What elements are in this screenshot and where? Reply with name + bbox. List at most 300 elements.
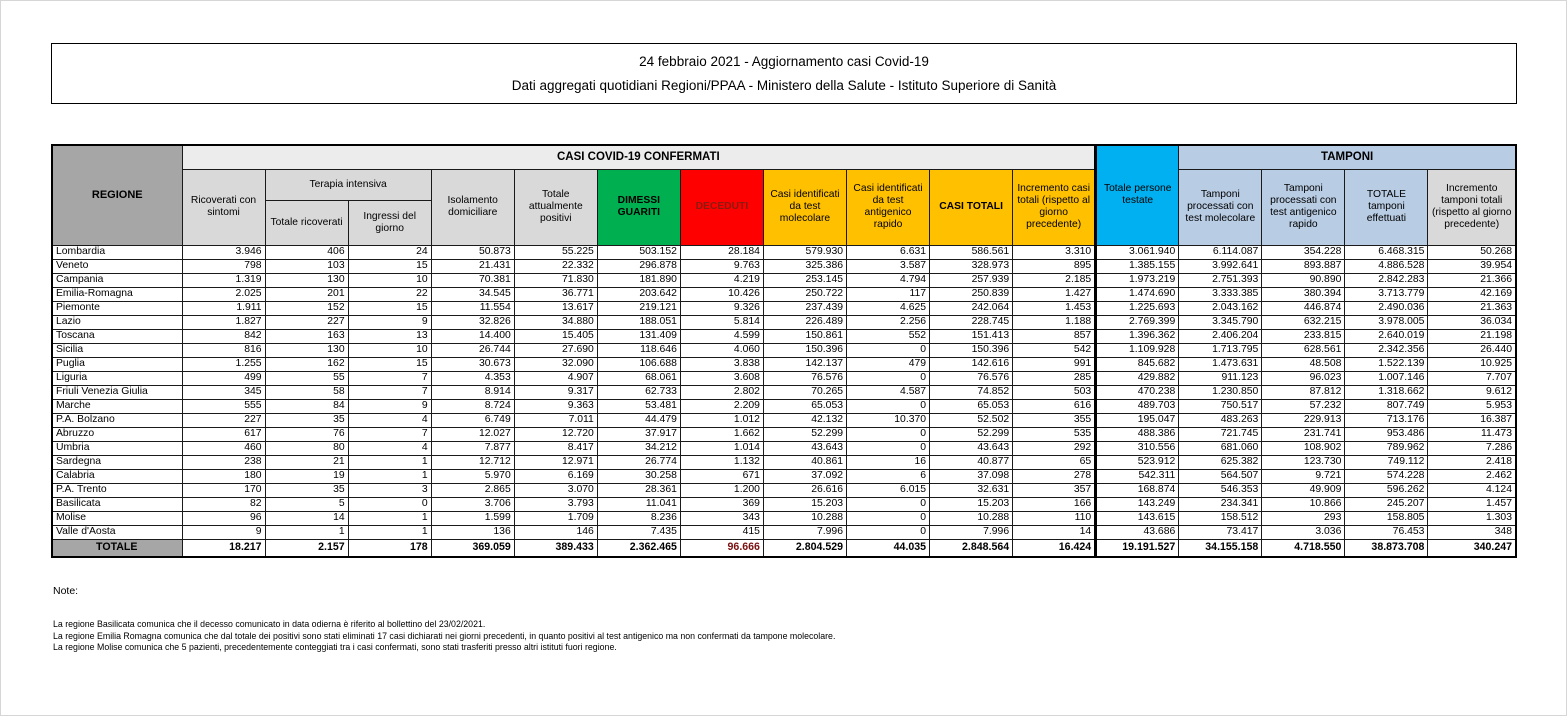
value-cell: 11.473 <box>1428 427 1516 441</box>
total-value-cell: 2.804.529 <box>763 539 846 557</box>
region-name: Sicilia <box>52 343 182 357</box>
total-value-cell: 2.362.465 <box>597 539 680 557</box>
value-cell: 1.453 <box>1013 301 1096 315</box>
value-cell: 9.317 <box>514 385 597 399</box>
value-cell: 150.396 <box>763 343 846 357</box>
value-cell: 1.713.795 <box>1179 343 1262 357</box>
value-cell: 488.386 <box>1096 427 1179 441</box>
value-cell: 10.288 <box>763 511 846 525</box>
value-cell: 12.971 <box>514 455 597 469</box>
value-cell: 0 <box>847 343 930 357</box>
value-cell: 74.852 <box>930 385 1013 399</box>
value-cell: 131.409 <box>597 329 680 343</box>
value-cell: 991 <box>1013 357 1096 371</box>
table-row <box>52 497 1516 511</box>
value-cell: 32.631 <box>930 483 1013 497</box>
value-cell: 1.225.693 <box>1096 301 1179 315</box>
value-cell: 721.745 <box>1179 427 1262 441</box>
value-cell: 9.326 <box>680 301 763 315</box>
total-value-cell: 19.191.527 <box>1096 539 1179 557</box>
total-value-cell: 4.718.550 <box>1262 539 1345 557</box>
title-line-1: 24 febbraio 2021 - Aggiornamento casi Covid-19 <box>639 53 929 69</box>
value-cell: 250.722 <box>763 287 846 301</box>
value-cell: 238 <box>182 455 265 469</box>
value-cell: 35 <box>265 483 348 497</box>
value-cell: 579.930 <box>763 245 846 259</box>
value-cell: 226.489 <box>763 315 846 329</box>
value-cell: 228.745 <box>930 315 1013 329</box>
value-cell: 42.169 <box>1428 287 1516 301</box>
value-cell: 8.236 <box>597 511 680 525</box>
value-cell: 953.486 <box>1345 427 1428 441</box>
value-cell: 123.730 <box>1262 455 1345 469</box>
value-cell: 1.255 <box>182 357 265 371</box>
value-cell: 34.545 <box>431 287 514 301</box>
value-cell: 842 <box>182 329 265 343</box>
value-cell: 26.440 <box>1428 343 1516 357</box>
value-cell: 1.457 <box>1428 497 1516 511</box>
value-cell: 632.215 <box>1262 315 1345 329</box>
value-cell: 4 <box>348 413 431 427</box>
value-cell: 1 <box>348 525 431 539</box>
value-cell: 3.070 <box>514 483 597 497</box>
total-row <box>52 539 1516 557</box>
value-cell: 845.682 <box>1096 357 1179 371</box>
region-name: Abruzzo <box>52 427 182 441</box>
value-cell: 21 <box>265 455 348 469</box>
value-cell: 328.973 <box>930 259 1013 273</box>
value-cell: 586.561 <box>930 245 1013 259</box>
total-value-cell: 34.155.158 <box>1179 539 1262 557</box>
value-cell: 1.385.155 <box>1096 259 1179 273</box>
value-cell: 15 <box>348 259 431 273</box>
value-cell: 166 <box>1013 497 1096 511</box>
header-totale-attualmente-positivi: Totale attualmente positivi <box>514 169 597 245</box>
region-name: P.A. Bolzano <box>52 413 182 427</box>
value-cell: 5.953 <box>1428 399 1516 413</box>
value-cell: 6.114.087 <box>1179 245 1262 259</box>
value-cell: 3.992.641 <box>1179 259 1262 273</box>
value-cell: 911.123 <box>1179 371 1262 385</box>
value-cell: 34.212 <box>597 441 680 455</box>
value-cell: 143.615 <box>1096 511 1179 525</box>
value-cell: 62.733 <box>597 385 680 399</box>
value-cell: 14 <box>265 511 348 525</box>
value-cell: 2.802 <box>680 385 763 399</box>
value-cell: 52.299 <box>930 427 1013 441</box>
value-cell: 4.124 <box>1428 483 1516 497</box>
value-cell: 7.011 <box>514 413 597 427</box>
value-cell: 55 <box>265 371 348 385</box>
value-cell: 73.417 <box>1179 525 1262 539</box>
value-cell: 22.332 <box>514 259 597 273</box>
note-line: La regione Basilicata comunica che il decesso comunicato in data odierna è riferito al bollettino del 23/02/2021. <box>53 619 486 629</box>
note-line: La regione Molise comunica che 5 pazienti, precedentemente conteggiati tra i casi confermati, sono stati trasferiti presso altri istituti fuori regione. <box>53 642 617 652</box>
value-cell: 15.203 <box>763 497 846 511</box>
value-cell: 58 <box>265 385 348 399</box>
value-cell: 142.616 <box>930 357 1013 371</box>
value-cell: 789.962 <box>1345 441 1428 455</box>
value-cell: 1.012 <box>680 413 763 427</box>
value-cell: 11.554 <box>431 301 514 315</box>
notes-heading: Note: <box>53 585 79 597</box>
table-row <box>52 385 1516 399</box>
title-line-2: Dati aggregati quotidiani Regioni/PPAA - Ministero della Salute - Istituto Superiore di Sanità <box>511 78 1057 94</box>
band-casi-confermati: CASI COVID-19 CONFERMATI <box>182 145 1096 169</box>
value-cell: 3.061.940 <box>1096 245 1179 259</box>
value-cell: 0 <box>847 525 930 539</box>
value-cell: 28.184 <box>680 245 763 259</box>
value-cell: 9.363 <box>514 399 597 413</box>
header-casi-test-molecolare: Casi identificati da test molecolare <box>763 169 846 245</box>
value-cell: 70.381 <box>431 273 514 287</box>
value-cell: 118.646 <box>597 343 680 357</box>
value-cell: 4 <box>348 441 431 455</box>
header-ingressi-del-giorno: Ingressi del giorno <box>348 200 431 245</box>
value-cell: 1.973.219 <box>1096 273 1179 287</box>
value-cell: 552 <box>847 329 930 343</box>
value-cell: 15.203 <box>930 497 1013 511</box>
value-cell: 1.827 <box>182 315 265 329</box>
value-cell: 34.880 <box>514 315 597 329</box>
header-deceduti: DECEDUTI <box>680 169 763 245</box>
value-cell: 369 <box>680 497 763 511</box>
value-cell: 15 <box>348 357 431 371</box>
table-row <box>52 413 1516 427</box>
value-cell: 671 <box>680 469 763 483</box>
value-cell: 0 <box>847 427 930 441</box>
value-cell: 617 <box>182 427 265 441</box>
region-name: Lazio <box>52 315 182 329</box>
value-cell: 489.703 <box>1096 399 1179 413</box>
region-name: Emilia-Romagna <box>52 287 182 301</box>
value-cell: 3.345.790 <box>1179 315 1262 329</box>
value-cell: 292 <box>1013 441 1096 455</box>
header-dimessi-guariti: DIMESSI GUARITI <box>597 169 680 245</box>
value-cell: 523.912 <box>1096 455 1179 469</box>
region-name: Puglia <box>52 357 182 371</box>
total-value-cell: 369.059 <box>431 539 514 557</box>
value-cell: 0 <box>348 497 431 511</box>
table-row <box>52 287 1516 301</box>
value-cell: 1.319 <box>182 273 265 287</box>
value-cell: 1.318.662 <box>1345 385 1428 399</box>
value-cell: 1 <box>348 511 431 525</box>
region-name: Calabria <box>52 469 182 483</box>
value-cell: 80 <box>265 441 348 455</box>
value-cell: 1.014 <box>680 441 763 455</box>
value-cell: 6.468.315 <box>1345 245 1428 259</box>
value-cell: 542 <box>1013 343 1096 357</box>
value-cell: 7.996 <box>930 525 1013 539</box>
value-cell: 231.741 <box>1262 427 1345 441</box>
value-cell: 4.599 <box>680 329 763 343</box>
value-cell: 253.145 <box>763 273 846 287</box>
value-cell: 2.462 <box>1428 469 1516 483</box>
value-cell: 503 <box>1013 385 1096 399</box>
value-cell: 296.878 <box>597 259 680 273</box>
value-cell: 96 <box>182 511 265 525</box>
value-cell: 32.826 <box>431 315 514 329</box>
value-cell: 278 <box>1013 469 1096 483</box>
table-row <box>52 259 1516 273</box>
value-cell: 76.576 <box>930 371 1013 385</box>
value-cell: 234.341 <box>1179 497 1262 511</box>
value-cell: 152 <box>265 301 348 315</box>
value-cell: 1 <box>265 525 348 539</box>
value-cell: 345 <box>182 385 265 399</box>
value-cell: 4.060 <box>680 343 763 357</box>
value-cell: 103 <box>265 259 348 273</box>
table-row <box>52 357 1516 371</box>
value-cell: 8.724 <box>431 399 514 413</box>
header-regione: REGIONE <box>52 145 182 245</box>
value-cell: 1.396.362 <box>1096 329 1179 343</box>
value-cell: 65 <box>1013 455 1096 469</box>
value-cell: 30.258 <box>597 469 680 483</box>
value-cell: 681.060 <box>1179 441 1262 455</box>
value-cell: 76.453 <box>1345 525 1428 539</box>
value-cell: 150.396 <box>930 343 1013 357</box>
value-cell: 76.576 <box>763 371 846 385</box>
value-cell: 1 <box>348 455 431 469</box>
value-cell: 8.914 <box>431 385 514 399</box>
value-cell: 48.508 <box>1262 357 1345 371</box>
total-value-cell: 16.424 <box>1013 539 1096 557</box>
header-ricoverati-con-sintomi: Ricoverati con sintomi <box>182 169 265 245</box>
value-cell: 24 <box>348 245 431 259</box>
value-cell: 90.890 <box>1262 273 1345 287</box>
value-cell: 55.225 <box>514 245 597 259</box>
value-cell: 15.405 <box>514 329 597 343</box>
value-cell: 203.642 <box>597 287 680 301</box>
value-cell: 2.769.399 <box>1096 315 1179 329</box>
value-cell: 136 <box>431 525 514 539</box>
value-cell: 27.690 <box>514 343 597 357</box>
value-cell: 2.640.019 <box>1345 329 1428 343</box>
value-cell: 483.263 <box>1179 413 1262 427</box>
table-row <box>52 329 1516 343</box>
value-cell: 130 <box>265 273 348 287</box>
value-cell: 37.098 <box>930 469 1013 483</box>
value-cell: 429.882 <box>1096 371 1179 385</box>
region-name: Lombardia <box>52 245 182 259</box>
value-cell: 30.673 <box>431 357 514 371</box>
value-cell: 3.838 <box>680 357 763 371</box>
value-cell: 201 <box>265 287 348 301</box>
value-cell: 108.902 <box>1262 441 1345 455</box>
region-name: Liguria <box>52 371 182 385</box>
value-cell: 564.507 <box>1179 469 1262 483</box>
value-cell: 5.814 <box>680 315 763 329</box>
value-cell: 3.946 <box>182 245 265 259</box>
value-cell: 574.228 <box>1345 469 1428 483</box>
value-cell: 146 <box>514 525 597 539</box>
total-value-cell: 340.247 <box>1428 539 1516 557</box>
value-cell: 1.427 <box>1013 287 1096 301</box>
value-cell: 21.198 <box>1428 329 1516 343</box>
value-cell: 2.043.162 <box>1179 301 1262 315</box>
value-cell: 479 <box>847 357 930 371</box>
value-cell: 15 <box>348 301 431 315</box>
value-cell: 14 <box>1013 525 1096 539</box>
value-cell: 49.909 <box>1262 483 1345 497</box>
table-row <box>52 525 1516 539</box>
value-cell: 310.556 <box>1096 441 1179 455</box>
value-cell: 895 <box>1013 259 1096 273</box>
value-cell: 32.090 <box>514 357 597 371</box>
value-cell: 9.612 <box>1428 385 1516 399</box>
total-value-cell: 44.035 <box>847 539 930 557</box>
title-box <box>51 43 1517 104</box>
value-cell: 117 <box>847 287 930 301</box>
value-cell: 195.047 <box>1096 413 1179 427</box>
value-cell: 7 <box>348 385 431 399</box>
table-row <box>52 441 1516 455</box>
value-cell: 1.007.146 <box>1345 371 1428 385</box>
band-tamponi: TAMPONI <box>1179 145 1516 169</box>
value-cell: 2.185 <box>1013 273 1096 287</box>
note-line: La regione Emilia Romagna comunica che dal totale dei positivi sono stati eliminati 17 casi dichiarati nei giorni precedenti, in quanto positivi al test antigenico ma non confermati da tampone molecolare. <box>53 630 836 641</box>
header-incremento-tamponi: Incremento tamponi totali (rispetto al giorno precedente) <box>1428 169 1516 245</box>
header-totale-ricoverati: Totale ricoverati <box>265 200 348 245</box>
table-row <box>52 427 1516 441</box>
value-cell: 57.232 <box>1262 399 1345 413</box>
region-name: Molise <box>52 511 182 525</box>
value-cell: 26.744 <box>431 343 514 357</box>
value-cell: 535 <box>1013 427 1096 441</box>
value-cell: 16.387 <box>1428 413 1516 427</box>
value-cell: 36.034 <box>1428 315 1516 329</box>
value-cell: 44.479 <box>597 413 680 427</box>
value-cell: 3.333.385 <box>1179 287 1262 301</box>
value-cell: 87.812 <box>1262 385 1345 399</box>
value-cell: 1.709 <box>514 511 597 525</box>
value-cell: 6.169 <box>514 469 597 483</box>
value-cell: 2.209 <box>680 399 763 413</box>
value-cell: 43.686 <box>1096 525 1179 539</box>
value-cell: 628.561 <box>1262 343 1345 357</box>
value-cell: 4.353 <box>431 371 514 385</box>
table-row <box>52 343 1516 357</box>
value-cell: 2.418 <box>1428 455 1516 469</box>
header-tamponi-molecolare: Tamponi processati con test molecolare <box>1179 169 1262 245</box>
value-cell: 257.939 <box>930 273 1013 287</box>
value-cell: 9 <box>348 399 431 413</box>
table-row <box>52 371 1516 385</box>
value-cell: 70.265 <box>763 385 846 399</box>
value-cell: 1.522.139 <box>1345 357 1428 371</box>
table-row <box>52 301 1516 315</box>
value-cell: 28.361 <box>597 483 680 497</box>
value-cell: 35 <box>265 413 348 427</box>
value-cell: 106.688 <box>597 357 680 371</box>
value-cell: 4.219 <box>680 273 763 287</box>
value-cell: 7.707 <box>1428 371 1516 385</box>
value-cell: 3.793 <box>514 497 597 511</box>
value-cell: 1.132 <box>680 455 763 469</box>
value-cell: 65.053 <box>763 399 846 413</box>
value-cell: 1.473.631 <box>1179 357 1262 371</box>
value-cell: 2.490.036 <box>1345 301 1428 315</box>
value-cell: 6.015 <box>847 483 930 497</box>
value-cell: 1.911 <box>182 301 265 315</box>
value-cell: 229.913 <box>1262 413 1345 427</box>
value-cell: 21.431 <box>431 259 514 273</box>
value-cell: 325.386 <box>763 259 846 273</box>
value-cell: 555 <box>182 399 265 413</box>
region-name: Sardegna <box>52 455 182 469</box>
value-cell: 807.749 <box>1345 399 1428 413</box>
value-cell: 6.631 <box>847 245 930 259</box>
value-cell: 857 <box>1013 329 1096 343</box>
value-cell: 250.839 <box>930 287 1013 301</box>
value-cell: 0 <box>847 511 930 525</box>
value-cell: 3.706 <box>431 497 514 511</box>
value-cell: 84 <box>265 399 348 413</box>
notes-section <box>53 585 835 654</box>
covid-table <box>51 144 1517 558</box>
value-cell: 1 <box>348 469 431 483</box>
value-cell: 227 <box>265 315 348 329</box>
region-name: Basilicata <box>52 497 182 511</box>
value-cell: 150.861 <box>763 329 846 343</box>
value-cell: 6 <box>847 469 930 483</box>
value-cell: 1.599 <box>431 511 514 525</box>
value-cell: 12.720 <box>514 427 597 441</box>
value-cell: 406 <box>265 245 348 259</box>
value-cell: 348 <box>1428 525 1516 539</box>
table-row <box>52 273 1516 287</box>
value-cell: 8.417 <box>514 441 597 455</box>
region-name: Piemonte <box>52 301 182 315</box>
value-cell: 7.877 <box>431 441 514 455</box>
value-cell: 798 <box>182 259 265 273</box>
value-cell: 10 <box>348 273 431 287</box>
value-cell: 3.608 <box>680 371 763 385</box>
value-cell: 4.625 <box>847 301 930 315</box>
region-name: Marche <box>52 399 182 413</box>
table-header <box>52 145 1516 245</box>
region-name: Campania <box>52 273 182 287</box>
value-cell: 0 <box>847 497 930 511</box>
table-row <box>52 511 1516 525</box>
value-cell: 245.207 <box>1345 497 1428 511</box>
total-value-cell: 178 <box>348 539 431 557</box>
value-cell: 2.842.283 <box>1345 273 1428 287</box>
header-totale-persone-testate: Totale persone testate <box>1096 145 1179 245</box>
value-cell: 11.041 <box>597 497 680 511</box>
value-cell: 96.023 <box>1262 371 1345 385</box>
value-cell: 1.474.690 <box>1096 287 1179 301</box>
total-value-cell: 18.217 <box>182 539 265 557</box>
value-cell: 180 <box>182 469 265 483</box>
value-cell: 21.366 <box>1428 273 1516 287</box>
total-label: TOTALE <box>52 539 182 557</box>
value-cell: 750.517 <box>1179 399 1262 413</box>
value-cell: 71.830 <box>514 273 597 287</box>
value-cell: 2.342.356 <box>1345 343 1428 357</box>
total-value-cell: 389.433 <box>514 539 597 557</box>
value-cell: 9 <box>182 525 265 539</box>
value-cell: 1.200 <box>680 483 763 497</box>
region-name: Valle d'Aosta <box>52 525 182 539</box>
value-cell: 16 <box>847 455 930 469</box>
value-cell: 1.303 <box>1428 511 1516 525</box>
value-cell: 0 <box>847 371 930 385</box>
value-cell: 355 <box>1013 413 1096 427</box>
value-cell: 4.886.528 <box>1345 259 1428 273</box>
